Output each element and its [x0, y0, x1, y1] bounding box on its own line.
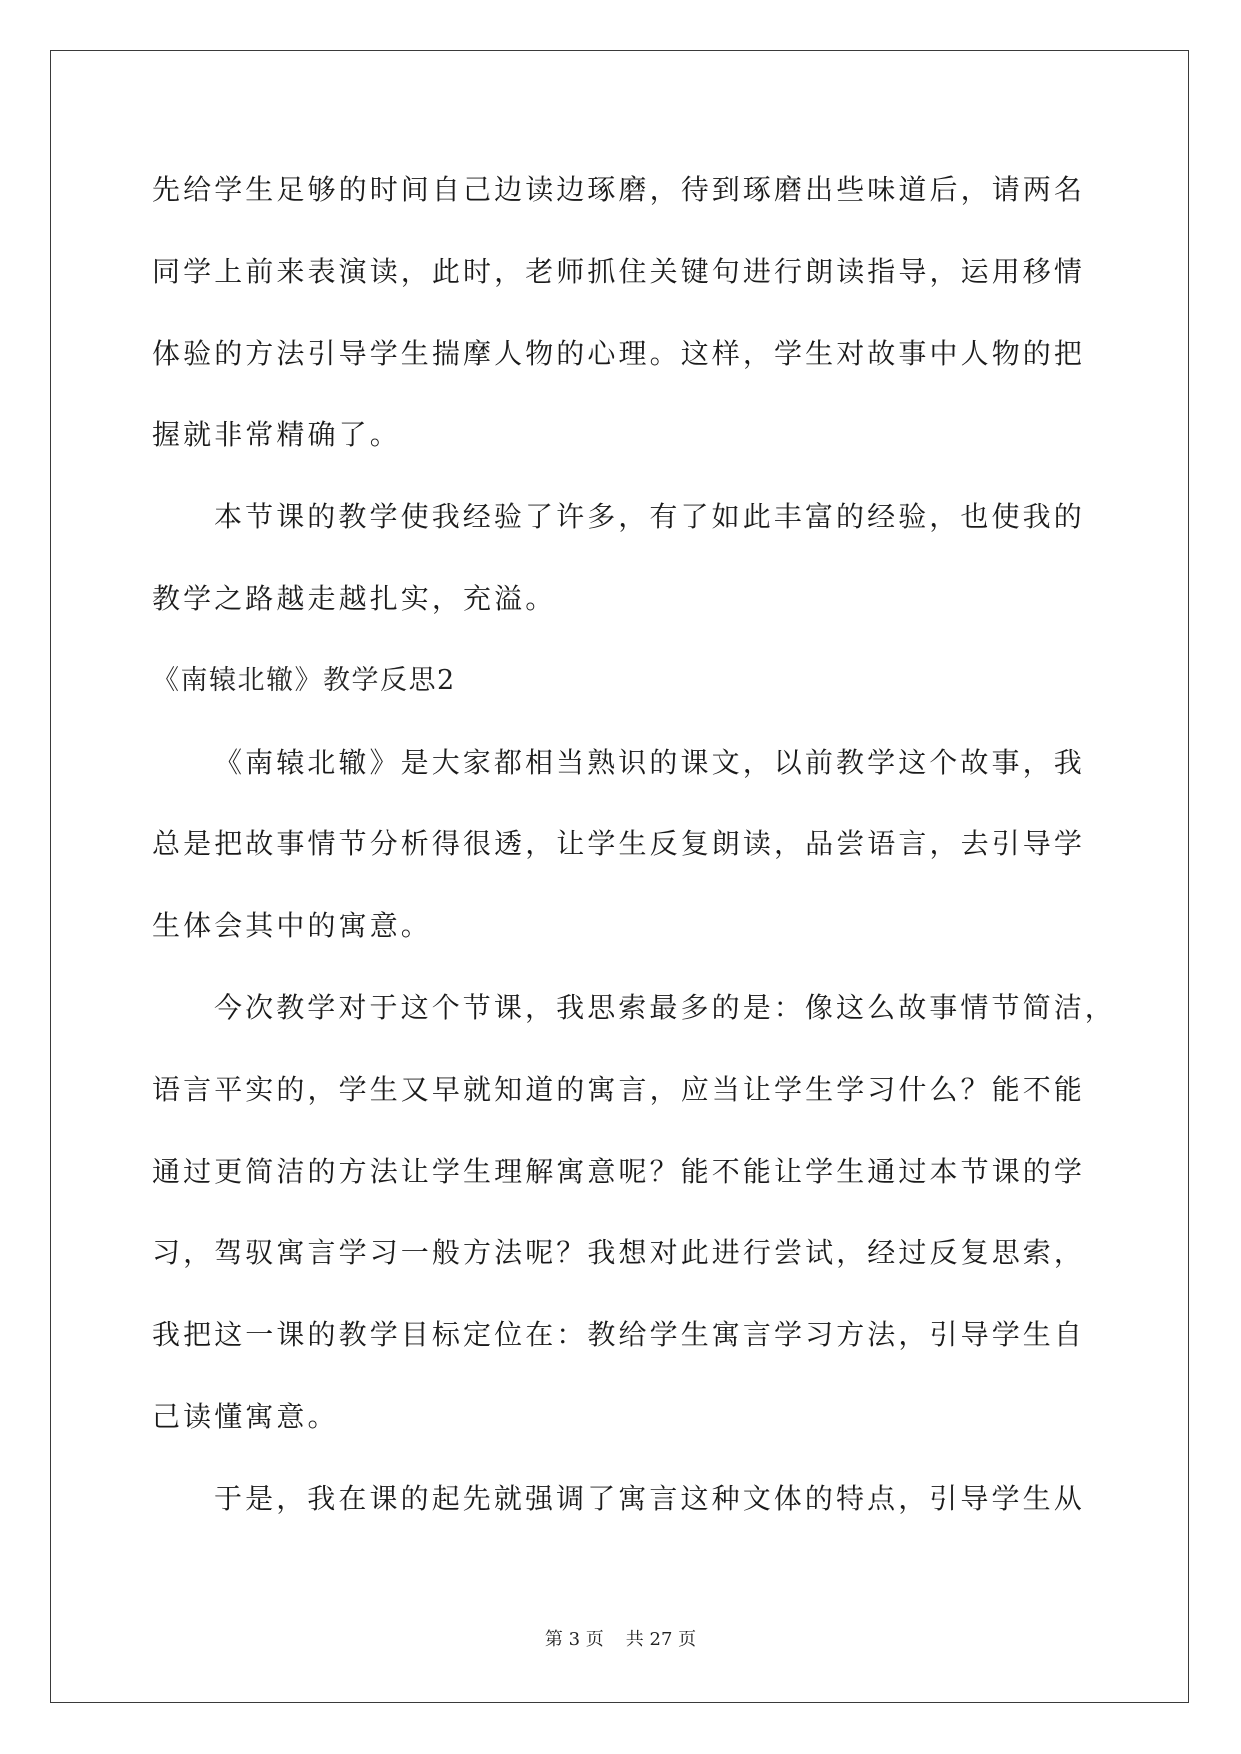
paragraph	[152, 476, 1112, 640]
paragraph	[152, 1458, 1112, 1540]
text-line: 语言平实的，学生又早就知道的寓言，应当让学生学习什么？能不能	[152, 1072, 1086, 1106]
paragraph	[152, 967, 1116, 1458]
text-line: 生体会其中的寓意。	[152, 909, 432, 943]
text-line: 同学上前来表演读，此时，老师抓住关键句进行朗读指导，运用移情	[152, 254, 1086, 288]
page-total: 共 27 页	[625, 1629, 697, 1650]
text-line: 己读懂寓意。	[152, 1399, 339, 1433]
section-heading: 《南辕北辙》教学反思2	[152, 664, 456, 696]
page-number: 第 3 页	[544, 1629, 604, 1650]
paragraph	[152, 149, 1112, 476]
text-line: 于是，我在课的起先就强调了寓言这种文体的特点，引导学生从	[214, 1481, 1085, 1515]
text-line: 今次教学对于这个节课，我思索最多的是：像这么故事情节简洁，	[214, 990, 1116, 1024]
text-line: 总是把故事情节分析得很透，让学生反复朗读，品尝语言，去引导学	[152, 827, 1086, 861]
text-line: 通过更简洁的方法让学生理解寓意呢？能不能让学生通过本节课的学	[152, 1154, 1086, 1188]
text-line: 我把这一课的教学目标定位在：教给学生寓言学习方法，引导学生自	[152, 1318, 1086, 1352]
text-line: 习，驾驭寓言学习一般方法呢？我想对此进行尝试，经过反复思索，	[152, 1236, 1086, 1270]
text-line: 《南辕北辙》是大家都相当熟识的课文，以前教学这个故事，我	[214, 745, 1085, 779]
text-line: 体验的方法引导学生揣摩人物的心理。这样，学生对故事中人物的把	[152, 336, 1086, 370]
document-body	[152, 149, 1116, 1540]
text-line: 教学之路越走越扎实，充溢。	[152, 581, 557, 615]
text-line: 先给学生足够的时间自己边读边琢磨，待到琢磨出些味道后，请两名	[152, 173, 1086, 206]
page-footer	[0, 1626, 1241, 1654]
text-line: 握就非常精确了。	[152, 418, 401, 452]
paragraph	[152, 722, 1112, 967]
text-line: 本节课的教学使我经验了许多，有了如此丰富的经验，也使我的	[214, 500, 1085, 534]
